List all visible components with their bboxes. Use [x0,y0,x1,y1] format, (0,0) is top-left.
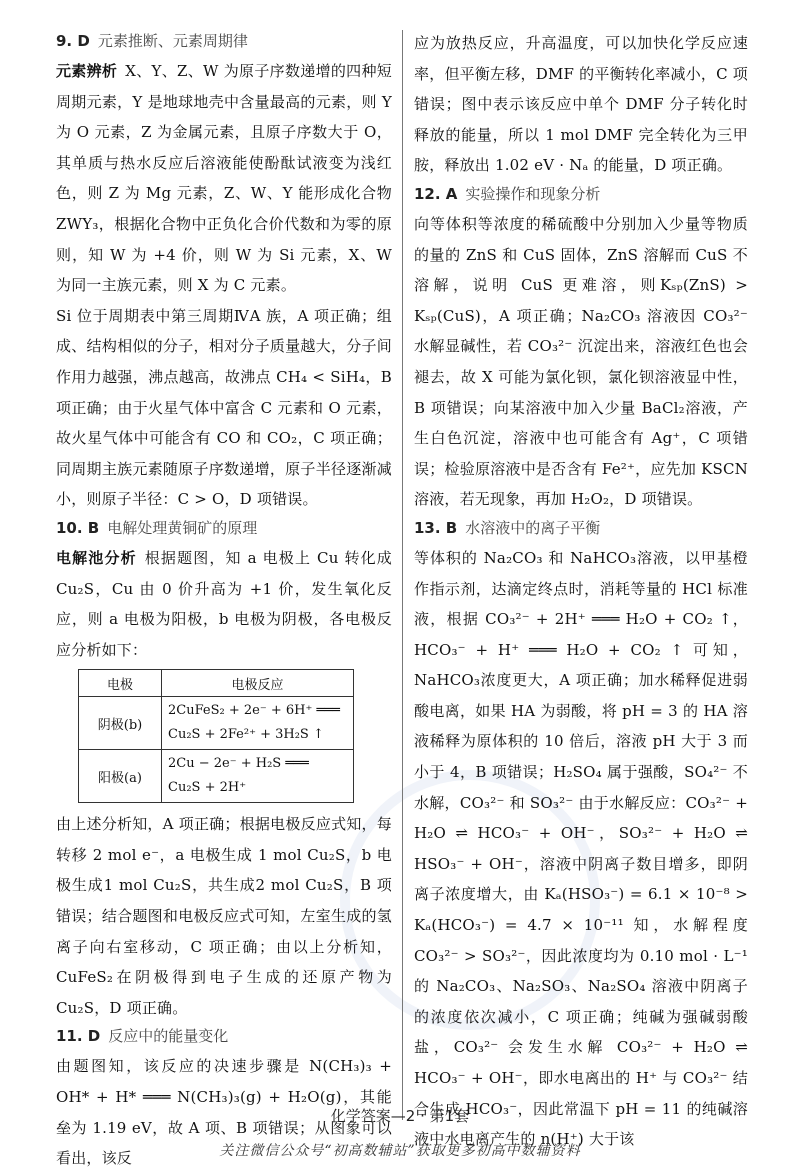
anode-reaction-line-2: Cu₂S + 2H⁺ [168,780,247,796]
question-11-header [56,1025,392,1047]
question-9-number: 9. D [56,32,90,50]
question-10-paragraph-2: 由上述分析知，A 项正确；根据电极反应式知，每转移 2 mol e⁻，a 电极生成 1 mol Cu₂S，b 电极生成1 mol Cu₂S，共生成2 mol Cu₂S，B 项错误；结合题图和电极反应式可知，左室生成的氢离子向右室移动，C 项正确；由以上分析知，CuFeS₂在阴极得到电子生成的还原产物为 Cu₂S，D 项正确。 [56,815,392,1017]
question-12-number: 12. A [414,184,458,203]
table-row [79,697,354,750]
anode-reaction-line-1: 2Cu − 2e⁻ + H₂S ═══ [168,756,309,772]
question-10-number: 10. B [56,518,100,537]
question-13-topic: 水溶液中的离子平衡 [465,518,601,537]
question-11-paragraph-1: 由题图知，该反应的决速步骤是 N(CH₃)₃ + OH* + H* ═══ N(CH₃)₃(g) + H₂O(g)，其能垒为 1.19 eV，故 A 项、B 项错误；从图象可以看出，该反 [56,1057,392,1168]
cathode-reaction-line-1: 2CuFeS₂ + 2e⁻ + 6H⁺ ═══ [168,703,340,719]
question-9-topic: 元素推断、元素周期律 [97,32,248,50]
left-column [56,28,392,1176]
table-header-row [79,670,354,697]
question-12 [414,183,748,515]
question-10-header [56,517,392,539]
question-12-paragraph-1: 向等体积等浓度的稀硫酸中分别加入少量等物质的量的 ZnS 和 CuS 固体，ZnS 溶解而 CuS 不溶解，说明 CuS 更难溶，则Kₛₚ(ZnS) > Kₛₚ(CuS)，A 项正确；Na₂CO₃ 溶液因 CO₃²⁻ 水解显碱性，若 CO₃²⁻ 沉淀出来，溶液红色也会褪去，故 X 可能为氯化钡，氯化钡溶液显中性，B 项错误；向某溶液中加入少量 BaCl₂溶液，产生白色沉淀，溶液中也可能含有 Ag⁺，C 项错误；检验原溶液中是否含有 Fe²⁺，应先加 KSCN 溶液，若无现象，再加 H₂O₂，D 项错误。 [414,214,748,509]
column-divider [402,30,403,1120]
question-10-analysis [56,543,392,665]
question-10-label: 电解池分析 [56,548,137,567]
question-9-header [56,30,392,52]
table-header-electrode: 电极 [79,670,162,697]
table-cell-anode: 阳极(a) [79,750,162,803]
right-column [414,28,748,1157]
question-12-header [414,183,748,205]
question-12-topic: 实验操作和现象分析 [465,184,601,203]
question-11-topic: 反应中的能量变化 [108,1027,229,1046]
table-cell-anode-reaction [162,750,354,803]
question-11-number: 11. D [56,1027,101,1046]
question-13-number: 13. B [414,518,458,537]
page-footer: 化学答案—2 · 第1套 [330,1107,470,1125]
question-13-header [414,517,748,539]
question-9-label: 元素辨析 [56,62,118,80]
question-13 [414,517,748,1155]
question-13-paragraph-1: 等体积的 Na₂CO₃ 和 NaHCO₃溶液，以甲基橙作指示剂，达滴定终点时，消耗等量的 HCl 标准液，根据 CO₃²⁻ + 2H⁺ ═══ H₂O + CO₂ ↑，HCO₃⁻ + H⁺ ═══ H₂O + CO₂ ↑ 可知，NaHCO₃浓度更大，A 项正确；加水稀释促进弱酸电离，如果 HA 为弱酸，将 pH = 3 的 HA 溶液稀释为原体积的 10 倍后，溶液 pH 大于 3 而小于 4，B 项错误；H₂SO₄ 属于强酸，SO₄²⁻ 不水解，CO₃²⁻ 和 SO₃²⁻ 由于水解反应：CO₃²⁻ + H₂O ⇌ HCO₃⁻ + OH⁻，SO₃²⁻ + H₂O ⇌ HSO₃⁻ + OH⁻，溶液中阴离子数目增多，即阴离子浓度增大，由 Kₐ(HSO₃⁻) = 6.1 × 10⁻⁸ > Kₐ(HCO₃⁻) = 4.7 × 10⁻¹¹ 知，水解程度 CO₃²⁻ > SO₃²⁻，因此浓度均为 0.10 mol · L⁻¹ 的 Na₂CO₃、Na₂SO₃、Na₂SO₄ 溶液中阴离子的浓度依次减小，C 项正确；纯碱为强碱弱酸盐，CO₃²⁻ 会发生水解 CO₃²⁻ + H₂O ⇌ HCO₃⁻ + OH⁻，即水电离出的 H⁺ 与 CO₃²⁻ 结合生成 HCO₃⁻，因此常温下 pH = 11 的纯碱溶液中水电离产生的 n(H⁺) 大于该 [414,548,748,1149]
question-10 [56,517,392,1024]
question-11-paragraph-2: 应为放热反应，升高温度，可以加快化学反应速率，但平衡左移，DMF 的平衡转化率减小，C 项错误；图中表示该反应中单个 DMF 分子转化时释放的能量，所以 1 mol DMF 完全转化为三甲胺，释放出 1.02 eV · Nₐ 的能量，D 项正确。 [414,34,748,175]
question-9-analysis [56,56,392,301]
table-cell-cathode-reaction [162,697,354,750]
question-9-paragraph-1: X、Y、Z、W 为原子序数递增的四种短周期元素，Y 是地球地壳中含量最高的元素，则 Y 为 O 元素，Z 为金属元素，且原子序数大于 O，其单质与热水反应后溶液能使酚酞试液变为浅红色，则 Z 为 Mg 元素，Z、W、Y 能形成化合物 ZWY₃，根据化合物中正负化合价代数和为零的原则，知 W 为 +4 价，则 W 为 Si 元素，X、W 为同一主族元素，则 X 为 C 元素。 [56,62,392,295]
table-header-reaction: 电极反应 [162,670,354,697]
question-10-topic: 电解处理黄铜矿的原理 [107,518,258,537]
question-10-paragraph-1: 根据题图，知 a 电极上 Cu 转化成 Cu₂S，Cu 由 0 价升高为 +1 价，发生氧化反应，则 a 电极为阳极，b 电极为阴极，各电极反应分析如下： [56,548,392,659]
question-9-paragraph-2: Si 位于周期表中第三周期ⅣA 族，A 项正确；组成、结构相似的分子，相对分子质量越大，分子间作用力越强，沸点越高，故沸点 CH₄ < SiH₄，B 项正确；由于火星气体中富含 C 元素和 O 元素，故火星气体中可能含有 CO 和 CO₂，C 项正确；同周期主族元素随原子序数递增，原子半径逐渐减小，则原子半径：C > O，D 项错误。 [56,306,392,509]
cathode-reaction-line-2: Cu₂S + 2Fe²⁺ + 3H₂S ↑ [168,727,324,743]
table-row [79,750,354,803]
table-cell-cathode: 阴极(b) [79,697,162,750]
footer-note: 关注微信公众号“初高数辅站”获取更多初高中数辅资料 [219,1143,581,1159]
question-9 [56,30,392,515]
electrode-reaction-table [78,669,354,803]
